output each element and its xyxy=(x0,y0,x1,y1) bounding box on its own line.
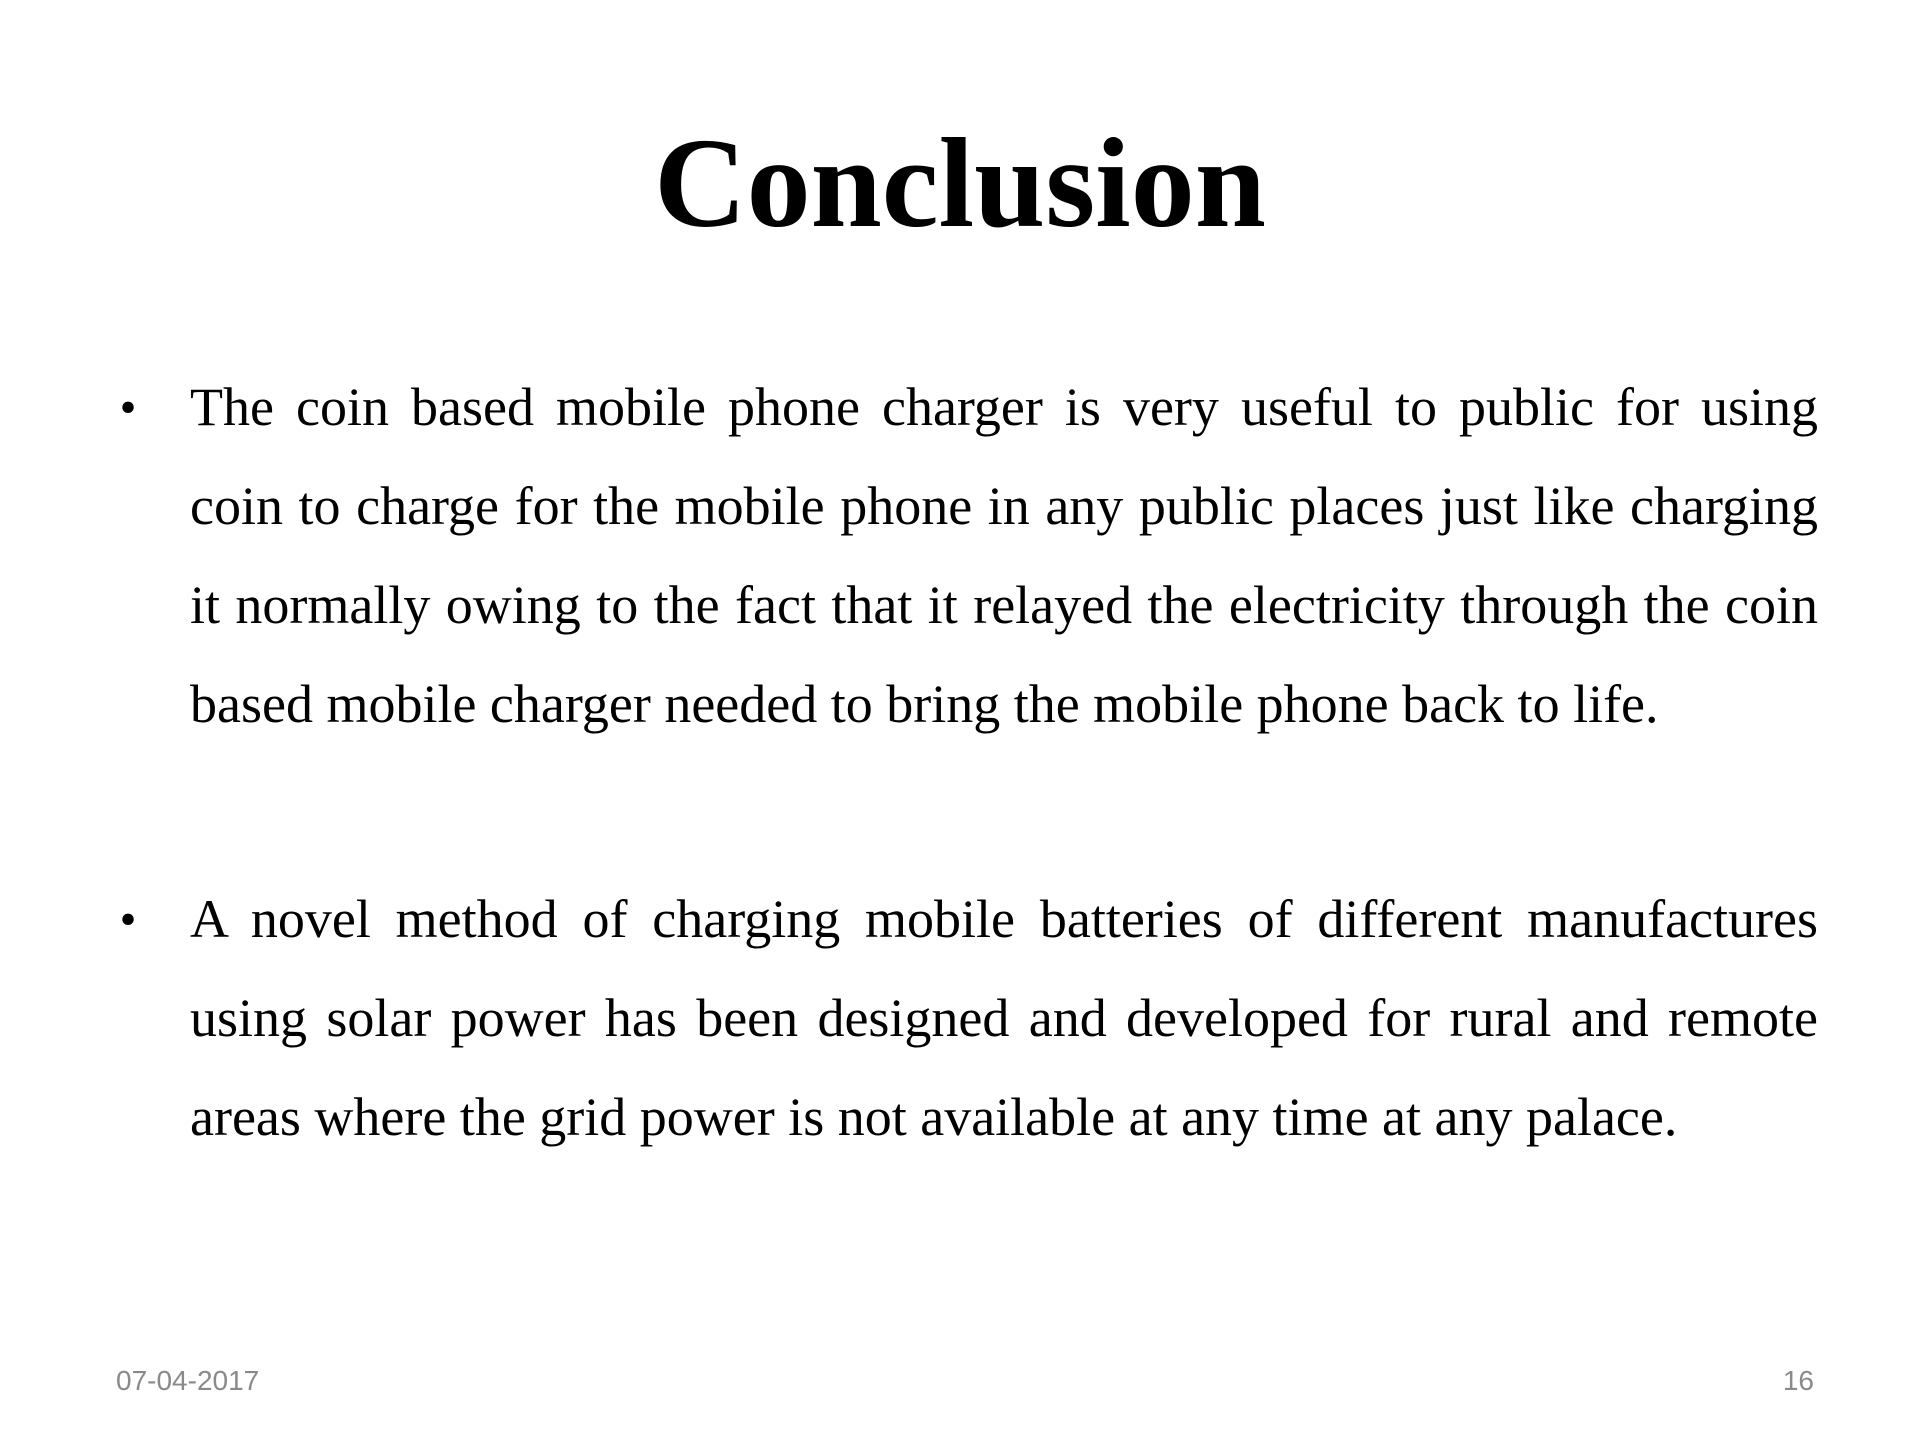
bullet-text: A novel method of charging mobile batteries of different manufactures using solar power has been designed and developed for rural and remote areas where the grid power is not available at any time at any palace. xyxy=(190,889,1818,1147)
footer-date: 07-04-2017 xyxy=(116,1365,260,1396)
footer-page-number: 16 xyxy=(1782,1365,1814,1396)
bullet-text: The coin based mobile phone charger is very useful to public for using coin to charge for the mobile phone in any public places just like charging it normally owing to the fact that it relayed the electricity through the coin based mobile charger needed to bring the mobile phone back to life. xyxy=(190,377,1818,734)
bullet-marker: • xyxy=(119,381,137,434)
slide-title: Conclusion xyxy=(654,112,1266,254)
bullet-marker: • xyxy=(119,893,137,946)
